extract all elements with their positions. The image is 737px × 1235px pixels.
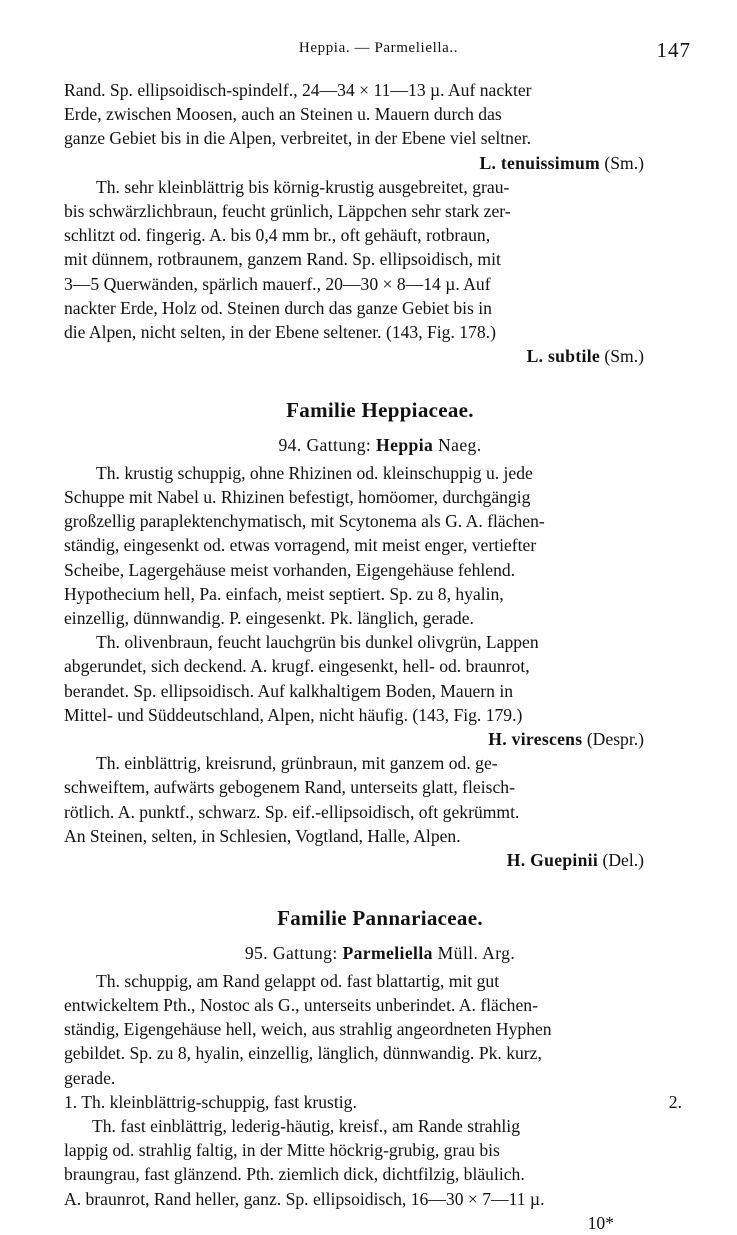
- species-author: (Sm.): [604, 152, 644, 173]
- paragraph-continuation: [64, 78, 696, 151]
- species-name: [64, 727, 696, 751]
- key-description: [64, 1114, 696, 1211]
- running-title: Heppia. — Parmeliella..: [298, 40, 459, 56]
- genus-heading: [64, 941, 696, 965]
- text-line: Erde, zwischen Moosen, auch an Steinen u. Mauern durch das: [64, 104, 502, 125]
- species-name: [64, 848, 696, 872]
- species-binomial: H. virescens: [488, 729, 583, 750]
- text-line: Schuppe mit Nabel u. Rhizinen befestigt, homöomer, durchgängig: [64, 487, 531, 508]
- text-line: Hypothecium hell, Pa. einfach, meist septiert. Sp. zu 8, hyalin,: [64, 583, 504, 604]
- text-line: Th. fast einblättrig, lederig-häutig, kreisf., am Rande strahlig: [92, 1115, 520, 1136]
- page-number: 147: [656, 38, 691, 62]
- text-line: braungrau, fast glänzend. Pth. ziemlich dick, dichtfilzig, bläulich.: [64, 1164, 525, 1185]
- text-line: schlitzt od. fingerig. A. bis 0,4 mm br., oft gehäuft, rotbraun,: [64, 225, 491, 246]
- text-line: An Steinen, selten, in Schlesien, Vogtland, Halle, Alpen.: [64, 825, 461, 846]
- species-binomial: H. Guepinii: [506, 850, 599, 871]
- signature-mark: 10*: [587, 1212, 614, 1233]
- genus-name: Heppia: [376, 434, 434, 455]
- genus-author: Naeg.: [438, 434, 482, 455]
- text-line: bis schwärzlichbraun, feucht grünlich, Läppchen sehr stark zer-: [64, 201, 511, 222]
- page-body: [64, 78, 696, 1235]
- text-line: einzellig, dünnwandig. P. eingesenkt. Pk. länglich, gerade.: [64, 608, 474, 629]
- species-description: [64, 630, 696, 727]
- text-line: Th. olivenbraun, feucht lauchgrün bis dunkel olivgrün, Lappen: [96, 632, 539, 653]
- text-line: entwickeltem Pth., Nostoc als G., unterseits unberindet. A. flächen-: [64, 994, 538, 1015]
- genus-heading: [64, 433, 696, 457]
- species-name: [64, 344, 696, 368]
- text-line: mit dünnem, rotbraunem, ganzem Rand. Sp. ellipsoidisch, mit: [64, 249, 501, 270]
- species-binomial: L. tenuissimum: [479, 152, 600, 173]
- species-author: (Despr.): [586, 729, 644, 750]
- genus-prefix: 94. Gattung:: [278, 434, 372, 455]
- text-line: ständig, eingesenkt od. etwas vorragend, mit meist enger, vertiefter: [64, 535, 537, 556]
- family-heading: Familie Pannariaceae.: [277, 906, 483, 931]
- text-line: ganze Gebiet bis in die Alpen, verbreitet, in der Ebene viel seltner.: [64, 128, 532, 149]
- key-entry: [64, 1090, 696, 1114]
- key-entry-target: 2.: [668, 1091, 682, 1112]
- text-line: Th. krustig schuppig, ohne Rhizinen od. kleinschuppig u. jede: [96, 462, 533, 483]
- text-line: Th. einblättrig, kreisrund, grünbraun, mit ganzem od. ge-: [96, 753, 498, 774]
- text-line: schweiftem, aufwärts gebogenem Rand, unterseits glatt, fleisch-: [64, 777, 515, 798]
- text-line: rötlich. A. punktf., schwarz. Sp. eif.-ellipsoidisch, oft gekrümmt.: [64, 801, 520, 822]
- species-binomial: L. subtile: [526, 346, 600, 367]
- genus-prefix: 95. Gattung:: [244, 942, 338, 963]
- genus-name: Parmeliella: [342, 942, 433, 963]
- text-line: ständig, Eigengehäuse hell, weich, aus strahlig angeordneten Hyphen: [64, 1019, 552, 1040]
- species-author: (Del.): [602, 850, 644, 871]
- text-line: berandet. Sp. ellipsoidisch. Auf kalkhaltigem Boden, Mauern in: [64, 680, 514, 701]
- text-line: Th. sehr kleinblättrig bis körnig-krustig ausgebreitet, grau-: [96, 176, 510, 197]
- family-heading: Familie Heppiaceae.: [286, 398, 474, 423]
- species-name: [64, 151, 696, 175]
- species-description: [64, 751, 696, 848]
- text-line: gerade.: [64, 1067, 116, 1088]
- species-description: [64, 175, 696, 344]
- species-author: (Sm.): [604, 346, 644, 367]
- text-line: abgerundet, sich deckend. A. krugf. eingesenkt, hell- od. braunrot,: [64, 656, 530, 677]
- key-entry-text: 1. Th. kleinblättrig-schuppig, fast krustig.: [64, 1091, 357, 1112]
- text-line: die Alpen, nicht selten, in der Ebene seltener. (143, Fig. 178.): [64, 322, 496, 343]
- text-line: A. braunrot, Rand heller, ganz. Sp. ellipsoidisch, 16—30 × 7—11 µ.: [64, 1188, 545, 1209]
- genus-author: Müll. Arg.: [437, 942, 516, 963]
- text-line: nackter Erde, Holz od. Steinen durch das ganze Gebiet bis in: [64, 297, 492, 318]
- text-line: lappig od. strahlig faltig, in der Mitte höckrig-grubig, grau bis: [64, 1140, 500, 1161]
- text-line: Scheibe, Lagergehäuse meist vorhanden, Eigengehäuse fehlend.: [64, 559, 516, 580]
- text-line: Th. schuppig, am Rand gelappt od. fast blattartig, mit gut: [96, 970, 500, 991]
- genus-description: [64, 461, 696, 630]
- text-line: großzellig paraplektenchymatisch, mit Scytonema als G. A. flächen-: [64, 511, 545, 532]
- text-line: gebildet. Sp. zu 8, hyalin, einzellig, länglich, dünnwandig. Pk. kurz,: [64, 1043, 542, 1064]
- text-line: Rand. Sp. ellipsoidisch-spindelf., 24—34 × 11—13 µ. Auf nackter: [64, 80, 532, 100]
- text-line: Mittel- und Süddeutschland, Alpen, nicht häufig. (143, Fig. 179.): [64, 704, 523, 725]
- genus-description: [64, 969, 696, 1090]
- text-line: 3—5 Querwänden, spärlich mauerf., 20—30 × 8—14 µ. Auf: [64, 273, 491, 294]
- page-header: [60, 36, 697, 64]
